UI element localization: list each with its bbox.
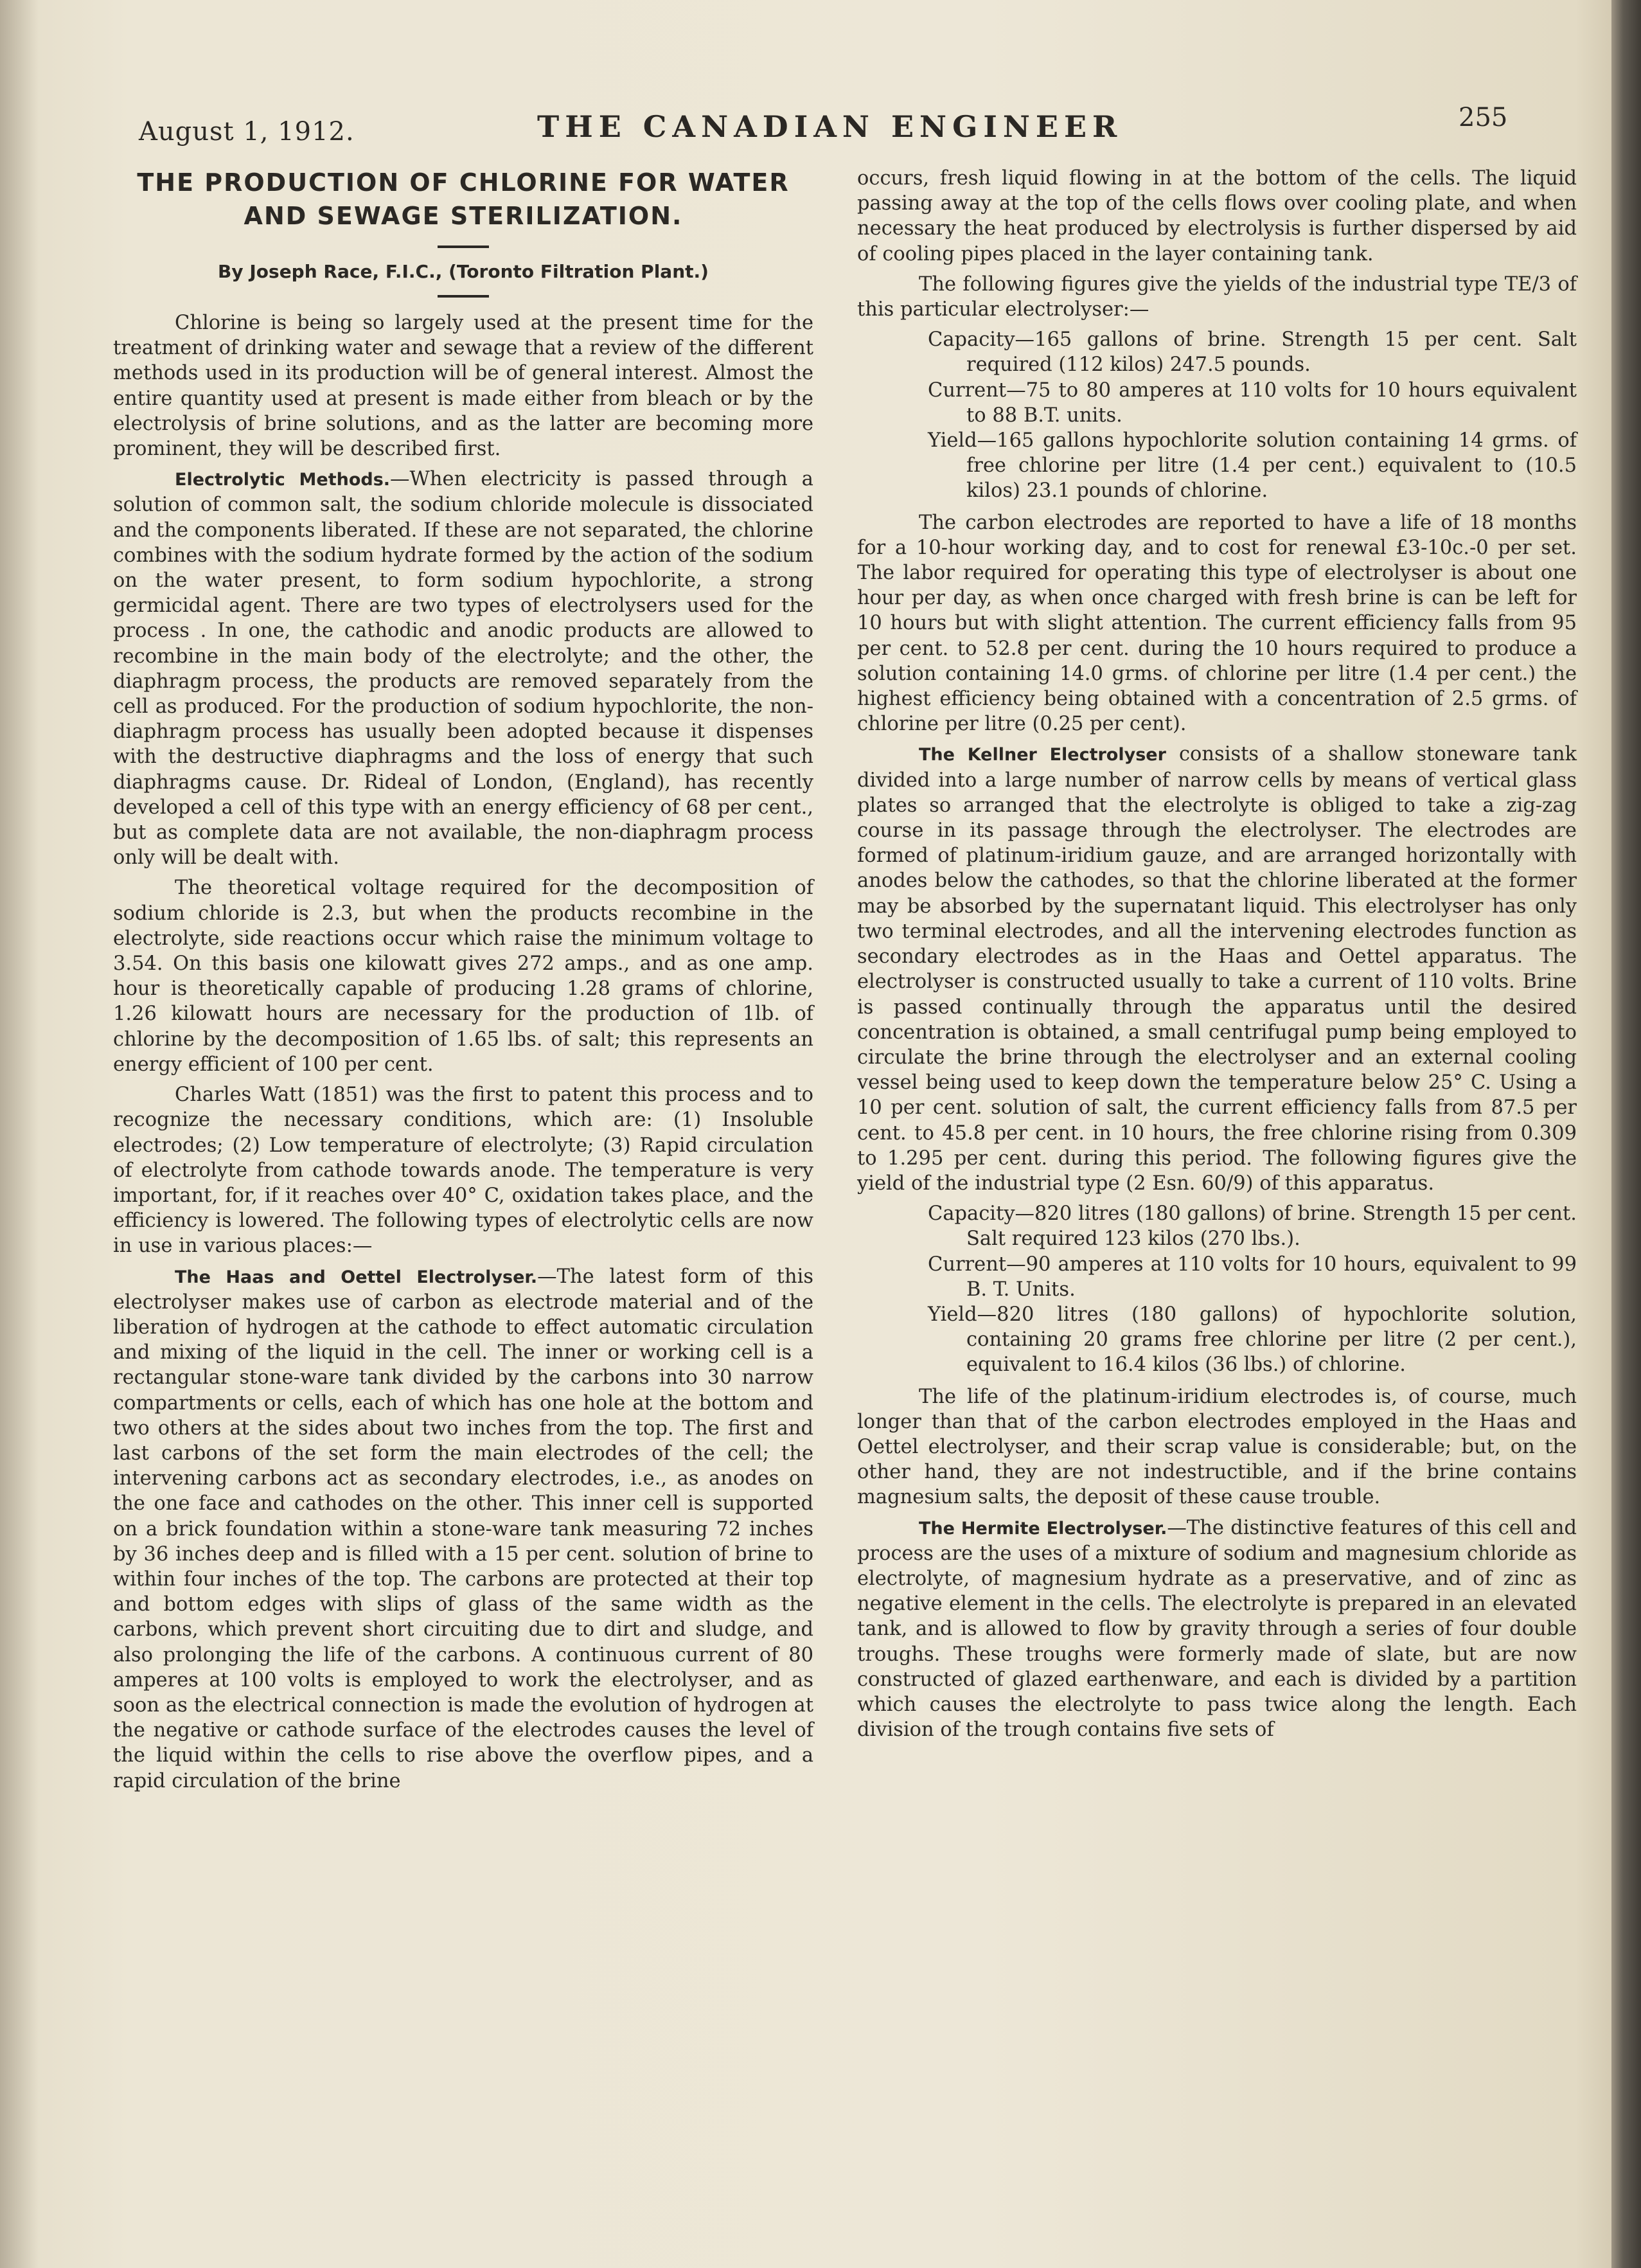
watt-paragraph: Charles Watt (1851) was the first to patent this process and to recognize the necessary conditions, which are: (1) Insoluble electrodes; (2) Low temperature of electrolyte; (3) Rapid circulation of electrolyte from cathode towards anode. The temperature is very important, for, if it reaches over 40° C, oxidation takes place, and the efficiency is lowered. The following types of electrolytic cells are now in use in various places:— xyxy=(113,1084,813,1258)
article-title xyxy=(113,166,813,233)
byline: By Joseph Race, F.I.C., (Toronto Filtration Plant.) xyxy=(218,261,709,282)
platinum-paragraph: The life of the platinum-iridium electrodes is, of course, much longer than that of the carbon electrodes employed in the Haas and Oettel electrolyser, and their scrap value is considerable; but, on the other hand, they are not indestructible, and if the brine contains magnesium salts, the deposit of these cause trouble. xyxy=(857,1385,1577,1509)
issue-date: August 1, 1912. xyxy=(139,117,355,147)
intro-paragraph: Chlorine is being so largely used at the present time for the treatment of drinking water and sewage that a review of the different methods used in its production will be of general interest. Almost the entire quantity used at present is made either from bleach or by the electrolysis of brine solutions, and as the latter are becoming more prominent, they will be described first. xyxy=(113,312,813,461)
section-heading: The Hermite Electrolyser. xyxy=(919,1518,1167,1539)
paragraph-text: —The latest form of this electrolyser makes use of carbon as electrode material and of the liberation of hydrogen at the cathode to effect automatic circulation and mixing of the liquid in the cell. The inner or working cell is a rectangular stone-ware tank divided by the carbons into 30 narrow compartments or cells, each of which has one hole at the bottom and two others at the sides about two inches from the top. The first and last carbons of the set form the main electrodes of the cell; the intervening carbons act as secondary electrodes, i.e., as anodes on the one face and cathodes on the other. This inner cell is supported on a brick foundation within a stone-ware tank measuring 72 inches by 36 inches deep and is filled with a 15 per cent. solution of brine to within four inches of the top. The carbons are protected at their top and bottom edges with slips of glass of the same width as the carbons, which prevent short circuiting due to dirt and sludge, and also prolonging the life of the carbons. A continuous current of 80 amperes at 100 volts is employed to work the electrolyser, and as soon as the electrical connection is made the evolution of hydrogen at the negative or cathode surface of the electrodes causes the level of the liquid within the cells to rise above the overflow pipes, and a rapid circulation of the brine xyxy=(113,1265,813,1792)
haas-continued-paragraph: occurs, fresh liquid flowing in at the bottom of the cells. The liquid passing away at the top of the cells flows over cooling plate, and when necessary the heat produced by electrolysis is further dispersed by aid of cooling pipes placed in the layer containing tank. xyxy=(857,167,1577,265)
page-edge-shadow xyxy=(0,0,39,2268)
spec-item: Yield—165 gallons hypochlorite solution containing 14 grms. of free chlorine per litre (1.4 per cent.) equivalent to (10.5 kilos) 23.1 pounds of chlorine. xyxy=(928,429,1577,503)
spec-item: Yield—820 litres (180 gallons) of hypochlorite solution, containing 20 grams free chlorine per litre (2 per cent.), equivalent to 16.4 kilos (36 lbs.) of chlorine. xyxy=(928,1303,1577,1377)
spec-item: Capacity—165 gallons of brine. Strength 15 per cent. Salt required (112 kilos) 247.5 pounds. xyxy=(928,328,1577,377)
book-spine xyxy=(1611,0,1641,2268)
carbon-electrodes-paragraph: The carbon electrodes are reported to have a life of 18 months for a 10-hour working day, and to cost for renewal £3-10c.-0 per set. The labor required for operating this type of electrolyser is about one hour per day, as when once charged with fresh brine is can be left for 10 hours but with slight attention. The current efficiency falls from 95 per cent. to 52.8 per cent. during the 10 hours required to produce a solution containing 14.0 grms. of chlorine per litre (1.4 per cent.) the highest efficiency being obtained with a concentration of 2.5 grms. of chlorine per litre (0.25 per cent). xyxy=(857,511,1577,736)
spec-item: Current—75 to 80 amperes at 110 volts for 10 hours equivalent to 88 B.T. units. xyxy=(928,379,1577,427)
right-column xyxy=(857,166,1577,1747)
title-line-1: THE PRODUCTION OF CHLORINE FOR WATER xyxy=(137,168,790,197)
divider-rule xyxy=(438,295,489,298)
haas-paragraph xyxy=(113,1264,813,1794)
paragraph-text: —The distinctive features of this cell and process are the uses of a mixture of sodium and magnesium chloride as electrolyte, of magnesium hydrate as a preservative, and of zinc as negative element in the cells. The electrolyte is prepared in an elevated tank, and is allowed to flow by gravity through a series of four double troughs. These troughs were formerly made of slate, but are now constructed of glazed earthenware, and each is divided by a partition which causes the electrolyte to pass twice along the length. Each division of the trough contains five sets of xyxy=(857,1516,1577,1742)
section-heading: Electrolytic Methods. xyxy=(175,470,391,490)
section-heading: The Haas and Oettel Electrolyser. xyxy=(175,1267,538,1287)
page-number: 255 xyxy=(1459,103,1508,132)
divider-rule xyxy=(438,246,489,248)
haas-specs xyxy=(857,327,1577,503)
voltage-paragraph: The theoretical voltage required for the decomposition of sodium chloride is 2.3, but when the products recombine in the electrolyte, side reactions occur which raise the minimum voltage to 3.54. On this basis one kilowatt gives 272 amps., and as one amp. hour is theoretically capable of producing 1.28 grams of chlorine, 1.26 kilowatt hours are necessary for the production of 1lb. of chlorine by the decomposition of 1.65 lbs. of salt; this represents an energy efficient of 100 per cent. xyxy=(113,877,813,1076)
magazine-title: THE CANADIAN ENGINEER xyxy=(537,109,1123,144)
running-header xyxy=(0,103,1641,154)
electrolytic-methods-paragraph xyxy=(113,467,813,870)
haas-figures-intro: The following figures give the yields of the industrial type TE/3 of this particular electrolyser:— xyxy=(857,272,1577,321)
left-column xyxy=(113,166,813,1799)
section-heading: The Kellner Electrolyser xyxy=(919,745,1166,765)
kellner-specs xyxy=(857,1201,1577,1377)
paragraph-text: consists of a shallow stoneware tank divided into a large number of narrow cells by means of vertical glass plates so arranged that the electrolyte is obliged to take a zig-zag course in its passage through the electrolyser. The electrodes are formed of platinum-iridium gauze, and are arranged horizontally with anodes below the cathodes, so that the chlorine liberated at the former may be absorbed by the supernatant liquid. This electrolyser has only two terminal electrodes, and all the intervening electrodes function as secondary electrodes as in the Haas and Oettel apparatus. The electrolyser is constructed usually to take a current of 110 volts. Brine is passed continually through the apparatus until the desired concentration is obtained, a small centrifugal pump being employed to circulate the brine through the electrolyser and an external cooling vessel being used to keep down the temperature below 25° C. Using a 10 per cent. solution of salt, the current efficiency falls from 87.5 per cent. to 45.8 per cent. in 10 hours, the free chlorine rising from 0.309 to 1.295 per cent. during this period. The following figures give the yield of the industrial type (2 Esn. 60/9) of this apparatus. xyxy=(857,743,1577,1195)
hermite-paragraph xyxy=(857,1515,1577,1743)
spec-item: Capacity—820 litres (180 gallons) of brine. Strength 15 per cent. Salt required 123 kilos (270 lbs.). xyxy=(928,1202,1577,1251)
title-line-2: AND SEWAGE STERILIZATION. xyxy=(244,202,683,230)
spec-item: Current—90 amperes at 110 volts for 10 hours, equivalent to 99 B. T. Units. xyxy=(928,1253,1577,1301)
kellner-paragraph xyxy=(857,742,1577,1196)
paragraph-text: —When electricity is passed through a solution of common salt, the sodium chloride molecule is dissociated and the components liberated. If these are not separated, the chlorine combines with the sodium hydrate formed by the action of the sodium on the water present, to form sodium hypochlorite, a strong germicidal agent. There are two types of electrolysers used for the process . In one, the cathodic and anodic products are allowed to recombine in the main body of the electrolyte; and the other, the diaphragm process, the products are removed separately from the cell as produced. For the production of sodium hypochlorite, the non-diaphragm process has usually been adopted because it dispenses with the destructive diaphragms and the loss of energy that such diaphragms cause. Dr. Rideal of London, (England), has recently developed a cell of this type with an energy efficiency of 68 per cent., but as complete data are not available, the non-diaphragm process only will be dealt with. xyxy=(113,468,813,870)
